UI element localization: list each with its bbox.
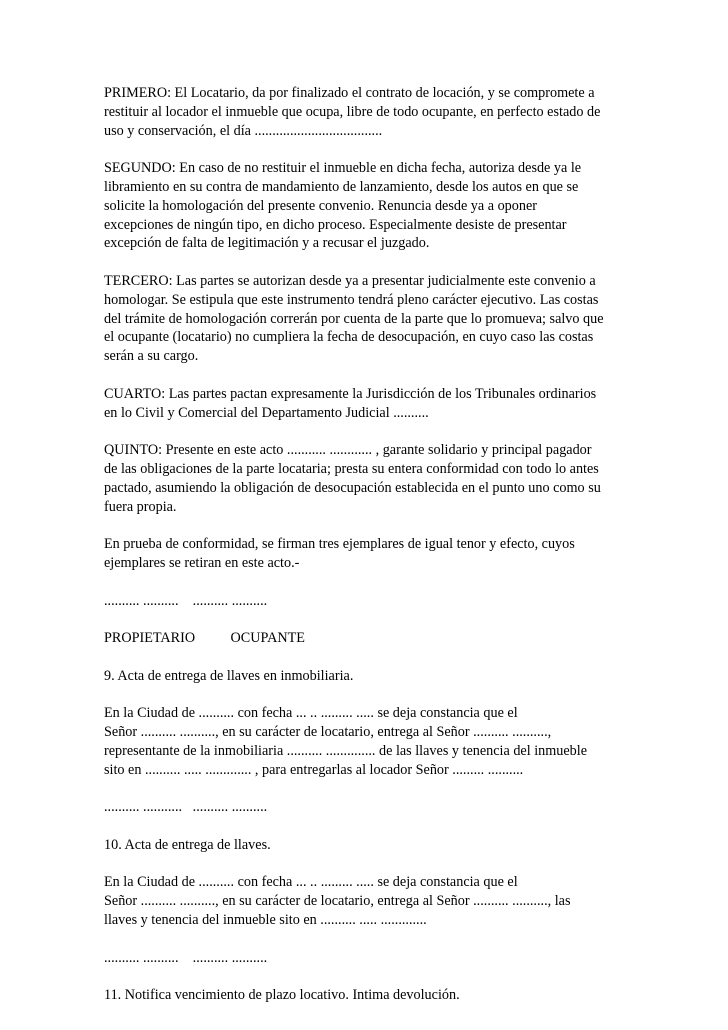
conformity-statement — [104, 535, 624, 573]
text-line: Señor .......... .........., en su carácter de locatario, entrega al Señor .......... .........., — [104, 724, 552, 741]
text-line: En la Ciudad de .......... con fecha ... .. ......... ..... se deja constancia que el — [104, 874, 518, 891]
text-line: solicite la homologación del presente convenio. Renuncia desde ya a oponer — [104, 197, 537, 214]
clause-quinto — [104, 441, 624, 516]
signature-labels: PROPIETARIO OCUPANTE — [104, 630, 305, 647]
text-line: pactado, asumiendo la obligación de desocupación establecida en el punto uno como su — [104, 479, 601, 496]
text-line: del trámite de homologación correrán por cuenta de la parte que lo promueva; salvo que — [104, 310, 604, 327]
section-10-title: 10. Acta de entrega de llaves. — [104, 836, 271, 853]
text-line: En prueba de conformidad, se firman tres ejemplares de igual tenor y efecto, cuyos — [104, 536, 575, 553]
text-line: PRIMERO: El Locatario, da por finalizado el contrato de locación, y se compromete a — [104, 85, 595, 101]
text-line: el ocupante (locatario) no cumpliera la fecha de desocupación, en cuyo caso las costas — [104, 329, 594, 346]
text-line: de las obligaciones de la parte locataria; presta su entera conformidad con todo lo antes — [104, 460, 599, 477]
text-line: representante de la inmobiliaria .......... .............. de las llaves y tenencia del inmueble — [104, 742, 588, 759]
text-line: uso y conservación, el día .................................... — [104, 122, 383, 139]
section-10-signature-lines: .......... .......... .......... .......... — [104, 949, 268, 966]
text-line: fuera propia. — [104, 498, 177, 515]
text-line: QUINTO: Presente en este acto ........... ............ , garante solidario y principal pagador — [104, 442, 592, 459]
text-line: Señor .......... .........., en su carácter de locatario, entrega al Señor .......... .........., las — [104, 893, 571, 910]
section-9-title: 9. Acta de entrega de llaves en inmobiliaria. — [104, 667, 354, 684]
section-9-body — [104, 704, 624, 779]
section-9-signature-lines: .......... ........... .......... .......... — [104, 799, 268, 816]
text-line: SEGUNDO: En caso de no restituir el inmueble en dicha fecha, autoriza desde ya le — [104, 160, 582, 177]
clause-primero — [104, 84, 624, 140]
text-line: llaves y tenencia del inmueble sito en .......... ..... ............. — [104, 912, 427, 929]
clause-segundo — [104, 159, 624, 253]
text-line: homologar. Se estipula que este instrumento tendrá pleno carácter ejecutivo. Las costas — [104, 291, 599, 308]
text-line: libramiento en su contra de mandamiento de lanzamiento, desde los autos en que se — [104, 178, 579, 195]
text-line: restituir al locador el inmueble que ocupa, libre de todo ocupante, en perfecto estado de — [104, 103, 601, 120]
text-line: en lo Civil y Comercial del Departamento Judicial .......... — [104, 404, 429, 421]
text-line: CUARTO: Las partes pactan expresamente la Jurisdicción de los Tribunales ordinarios — [104, 385, 597, 402]
section-11-title: 11. Notifica vencimiento de plazo locativo. Intima devolución. — [104, 987, 460, 1004]
section-10-body — [104, 873, 624, 929]
document-page — [104, 84, 624, 1024]
clause-cuarto — [104, 385, 624, 423]
signature-lines: .......... .......... .......... .......... — [104, 592, 268, 609]
text-line: sito en .......... ..... ............. , para entregarlas al locador Señor ......... .......... — [104, 761, 524, 778]
text-line: En la Ciudad de .......... con fecha ... .. ......... ..... se deja constancia que el — [104, 705, 518, 722]
text-line: serán a su cargo. — [104, 348, 199, 365]
text-line: excepción de falta de legitimación y a recusar el juzgado. — [104, 235, 430, 252]
text-line: TERCERO: Las partes se autorizan desde ya a presentar judicialmente este convenio a — [104, 272, 596, 289]
clause-tercero — [104, 272, 624, 366]
text-line: ejemplares se retiran en este acto.- — [104, 554, 300, 571]
text-line: excepciones de ningún tipo, en dicho proceso. Especialmente desiste de presentar — [104, 216, 567, 233]
